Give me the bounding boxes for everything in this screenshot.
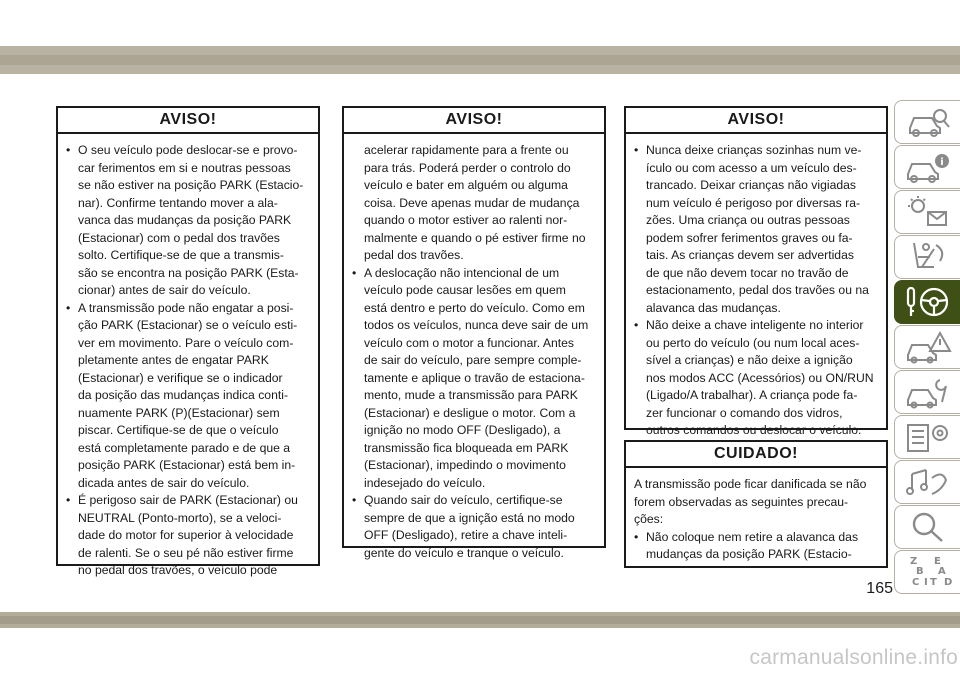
text-line: nar). Confirme tentando mover a ala-: [78, 195, 278, 210]
warning-title: AVISO!: [58, 108, 318, 134]
text-line: alavanca das mudanças.: [646, 300, 781, 315]
settings-list-icon: [904, 419, 952, 455]
magnifier-icon: [904, 509, 952, 545]
text-line: num veículo é perigoso por diversas ra-: [646, 195, 861, 210]
text-line: de sair do veículo, pare sempre comple-: [364, 353, 582, 367]
airbag-seat-icon: [904, 239, 952, 275]
text-line: está completamente parado e de que a: [78, 440, 291, 455]
warning-title: AVISO!: [626, 108, 886, 134]
text-line: quando o motor estiver ao ralenti nor-: [364, 213, 568, 227]
bullet-item: • Não deixe a chave inteligente no interior: [634, 318, 864, 332]
text-line: solto. Certifique-se de que a transmis-: [78, 248, 284, 262]
text-line: nos modos ACC (Acessórios) ou ON/RUN: [646, 370, 874, 385]
svg-text:Z: Z: [909, 556, 917, 567]
text-line: vanca das mudanças da posição PARK: [78, 213, 292, 227]
text-line: nuamente PARK (P)(Estacionar) sem: [78, 405, 280, 420]
text-line: todos os veículos, nunca deve sair de um: [364, 318, 589, 332]
bullet-continuation: [634, 160, 878, 318]
bullet-item: • A transmissão pode não engatar a posi-: [66, 300, 294, 315]
bullet-item: • Não coloque nem retire a alavanca das: [634, 529, 859, 544]
bullet-continuation: [634, 335, 878, 440]
svg-text:D: D: [943, 577, 952, 588]
text-line: de ralenti. Se o seu pé não estiver firme: [78, 545, 294, 560]
text-line: OFF (Desligado), retire a chave inteli-: [364, 528, 568, 542]
text-line: de que não devem tocar no travão de: [646, 265, 849, 280]
page-number: 165: [866, 580, 893, 597]
chapter-tabs: [894, 100, 960, 590]
text-line: mento, mude a transmissão para PARK: [364, 388, 578, 402]
music-note-icon: [904, 464, 952, 500]
text-line: (Ligado/A trabalhar). A criança pode fa-: [646, 388, 858, 402]
tab-magnifier[interactable]: [894, 505, 960, 549]
tab-music-note[interactable]: [894, 460, 960, 504]
text-line: zões. Uma criança ou outras pessoas: [646, 213, 850, 227]
text-line: ções:: [634, 512, 664, 526]
text-line: cionar) antes de sair do veículo.: [78, 283, 251, 297]
text-line: são se encontra na posição PARK (Esta-: [78, 265, 299, 280]
text-line: trancado. Deixar crianças não vigiadas: [646, 178, 857, 192]
text-line: NEUTRAL (Ponto-morto), se a veloci-: [78, 510, 282, 525]
text-line: (Estacionar), impedindo o movimento: [364, 458, 566, 472]
continued-text: [352, 142, 596, 265]
lights-message-icon: [904, 194, 952, 230]
warning-box-2: [342, 106, 606, 560]
bullet-item: • É perigoso sair de PARK (Estacionar) ou: [66, 493, 298, 507]
bullet-continuation: [66, 510, 310, 580]
text-line: está dentro e perto do veículo. Como em: [364, 300, 585, 315]
bullet-item: • O seu veículo pode deslocar-se e provo-: [66, 143, 298, 157]
text-line: forem observadas as seguintes precau-: [634, 494, 849, 509]
text-line: (Estacionar) e desligue o motor. Com a: [364, 405, 576, 420]
text-line: A transmissão pode ficar danificada se não: [634, 477, 867, 491]
text-line: podem sofrer ferimentos graves ou fa-: [646, 230, 853, 245]
svg-text:C: C: [911, 577, 919, 588]
text-line: piscar. Certifique-se de que o veículo: [78, 423, 279, 437]
warning-box-3: [624, 106, 888, 437]
warning-box-1: [56, 106, 320, 577]
caution-title: CUIDADO!: [626, 442, 886, 468]
text-line: ou perto do veículo (ou num local aces-: [646, 335, 860, 350]
text-line: malmente e quando o pé estiver firme no: [364, 230, 586, 245]
text-line: se não estiver na posição PARK (Estacio-: [78, 178, 304, 192]
text-line: pedal dos travões.: [364, 248, 464, 262]
text-line: (Estacionar) e verifique se o indicador: [78, 370, 283, 385]
svg-text:E: E: [933, 556, 941, 567]
svg-text:i: i: [939, 157, 944, 168]
svg-text:A: A: [937, 566, 946, 577]
bullet-item: • Nunca deixe crianças sozinhas num ve-: [634, 143, 862, 157]
text-line: car ferimentos em si e noutras pessoas: [78, 160, 291, 175]
tab-car-magnifier[interactable]: [894, 100, 960, 144]
text-line: sível a crianças) e não deixe a ignição: [646, 353, 853, 367]
bottom-decorative-band: [0, 612, 960, 628]
text-line: veículo pode causar lesões em quem: [364, 283, 566, 297]
bullet-continuation: [352, 510, 596, 563]
text-line: posição PARK (Estacionar) está bem in-: [78, 458, 296, 472]
tab-car-warning[interactable]: [894, 325, 960, 369]
warning-title: AVISO!: [344, 108, 604, 134]
text-line: zer funcionar o comando dos vidros,: [646, 405, 843, 420]
text-line: estacionamento, pedal dos travões ou na: [646, 283, 869, 297]
svg-text:B: B: [915, 566, 924, 577]
text-line: ver em movimento. Pare o veículo com-: [78, 335, 294, 350]
text-line: ículo ou com acesso a um veículo des-: [646, 160, 857, 175]
text-line: indesejado do veículo.: [364, 475, 486, 490]
caution-box: [624, 440, 888, 568]
text-line: ignição no modo OFF (Desligado), a: [364, 423, 561, 437]
text-line: gente do veículo e tranque o veículo.: [364, 545, 564, 560]
svg-text:I: I: [923, 577, 928, 588]
text-line: tamente e aplique o travão de estaciona-: [364, 370, 585, 385]
text-line: coisa. Deve apenas mudar de mudança: [364, 195, 580, 210]
alphabet-index-icon: [904, 554, 952, 590]
text-line: outros comandos ou deslocar o veículo.: [646, 423, 862, 437]
text-line: dicada antes de sair do veículo.: [78, 475, 250, 490]
text-line: ção PARK (Estacionar) se o veículo esti-: [78, 318, 298, 332]
text-line: no pedal dos travões, o veículo pode: [78, 563, 278, 577]
top-decorative-band: [0, 46, 960, 74]
tab-lights-message[interactable]: [894, 190, 960, 234]
text-line: dade do motor for superior à velocidade: [78, 528, 294, 542]
car-warning-icon: [904, 329, 952, 365]
bullet-item: • A deslocação não intencional de um: [352, 265, 560, 280]
car-info-icon: [904, 149, 952, 185]
text-line: transmissão fica bloqueada em PARK: [364, 440, 569, 455]
tab-wrench-car[interactable]: [894, 370, 960, 414]
tab-key-steering-wheel[interactable]: [894, 280, 960, 324]
bullet-continuation: [66, 160, 310, 300]
key-steering-wheel-icon: [904, 284, 952, 320]
caution-intro: [634, 476, 878, 529]
car-magnifier-icon: [904, 104, 952, 140]
tab-car-info[interactable]: [894, 145, 960, 189]
bullet-item: • Quando sair do veículo, certifique-se: [352, 493, 563, 507]
tab-alphabet-index[interactable]: [894, 550, 960, 594]
text-line: sempre de que a ignição está no modo: [364, 510, 575, 525]
bullet-continuation: [66, 317, 310, 492]
text-line: veículo com o motor a funcionar. Antes: [364, 335, 575, 350]
svg-text:T: T: [929, 577, 937, 588]
bullet-continuation: [352, 282, 596, 492]
bullet-continuation: [634, 546, 878, 564]
text-line: (Estacionar) com o pedal dos travões: [78, 230, 280, 245]
tab-settings-list[interactable]: [894, 415, 960, 459]
tab-airbag-seat[interactable]: [894, 235, 960, 279]
text-line: pletamente antes de engatar PARK: [78, 353, 269, 367]
text-line: da posição das mudanças indica conti-: [78, 388, 289, 402]
text-line: acelerar rapidamente para a frente ou: [364, 143, 569, 157]
text-line: mudanças da posição PARK (Estacio-: [646, 547, 852, 561]
text-line: tais. As crianças devem ser advertidas: [646, 248, 854, 262]
watermark-text: carmanualsonline.info: [749, 646, 958, 669]
wrench-car-icon: [904, 374, 952, 410]
text-line: veículo e bater em alguém ou alguma: [364, 178, 568, 192]
text-line: para trás. Poderá perder o controlo do: [364, 160, 571, 175]
